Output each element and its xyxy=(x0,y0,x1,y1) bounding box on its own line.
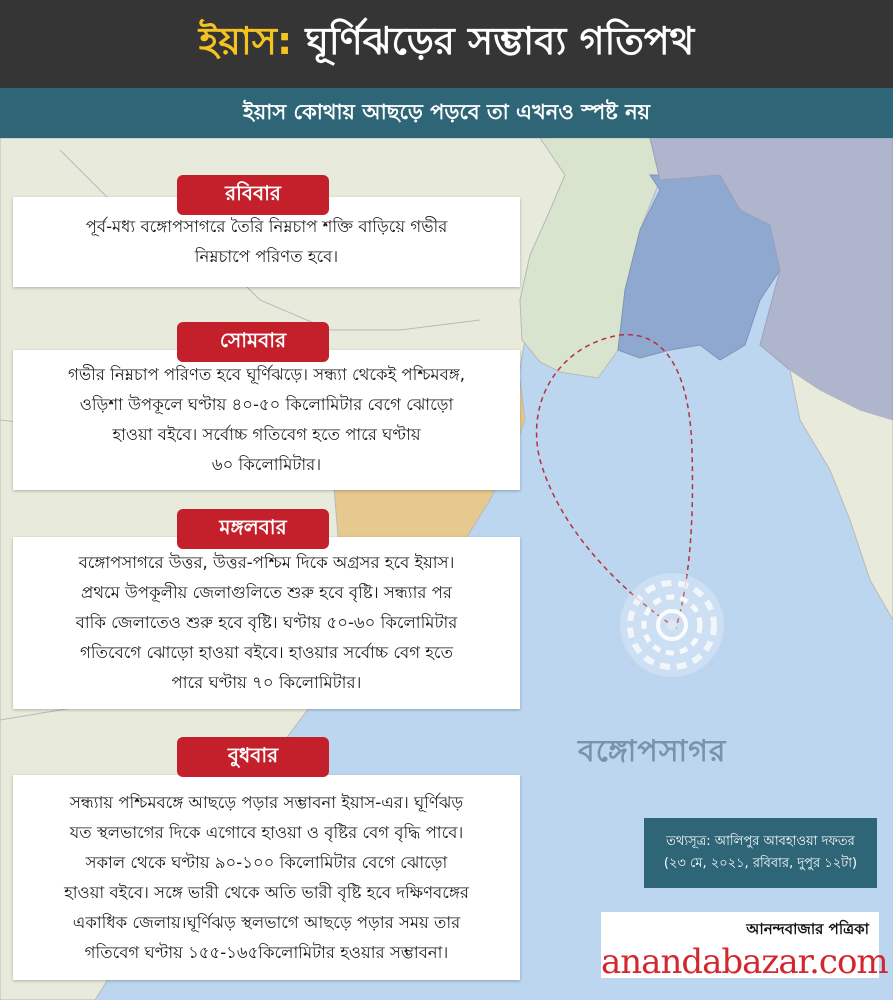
title-accent: ইয়াস: xyxy=(198,19,293,63)
day-text-line: প্রথমে উপকূলীয় জেলাগুলিতে শুরু হবে বৃষ্টি। সন্ধ্যার পর xyxy=(81,583,452,602)
day-text-line: নিম্নচাপে পরিণত হবে। xyxy=(194,247,339,266)
day-text-line: সন্ধ্যায় পশ্চিমবঙ্গে আছড়ে পড়ার সম্ভাবনা ইয়াস-এর। ঘূর্ণিঝড় xyxy=(69,792,464,812)
day-text-line: গতিবেগে ঝোড়ো হাওয়া বইবে। হাওয়ার সর্বোচ্চ বেগ হতে xyxy=(80,643,453,662)
day-text-line: বঙ্গোপসাগরে উত্তর, উত্তর-পশ্চিম দিকে অগ্রসর হবে ইয়াস। xyxy=(78,553,455,572)
publisher-logo xyxy=(601,912,888,982)
title-text: ঘূর্ণিঝড়ের সম্ভাব্য গতিপথ xyxy=(305,19,695,63)
day-text-line: হাওয়া বইবে। সঙ্গে ভারী থেকে অতি ভারী বৃষ্টি হবে দক্ষিণবঙ্গের xyxy=(64,882,469,902)
day-card-tuesday xyxy=(13,537,520,709)
logo-latin: anandabazar.com xyxy=(601,942,888,982)
day-tag-monday: সোমবার xyxy=(177,322,329,362)
day-text-line: পারে ঘণ্টায় ৭০ কিলোমিটার। xyxy=(171,673,362,692)
page-subtitle: ইয়াস কোথায় আছড়ে পড়বে তা এখনও স্পষ্ট নয় xyxy=(242,99,650,124)
cyclone-icon xyxy=(620,573,724,677)
page-title xyxy=(199,12,695,76)
day-text-line: গতিবেগ ঘণ্টায় ১৫৫-১৬৫কিলোমিটার হওয়ার সম্ভাবনা। xyxy=(84,942,449,962)
day-text-line: পূর্ব-মধ্য বঙ্গোপসাগরে তৈরি নিম্নচাপ শক্তি বাড়িয়ে গভীর xyxy=(85,217,448,236)
day-card-wednesday xyxy=(13,775,520,980)
day-text-line: একাধিক জেলায়।ঘূর্ণিঝড় স্থলভাগে আছড়ে পড়ার সময় তার xyxy=(72,912,461,932)
day-tag-wednesday: বুধবার xyxy=(177,737,329,777)
day-text-line: ওড়িশা উপকূলে ঘণ্টায় ৪০-৫০ কিলোমিটার বেগে ঝোড়ো xyxy=(79,395,454,414)
sea-label: বঙ্গোপসাগর xyxy=(578,734,727,769)
source-line-1: তথ্যসূত্র: আলিপুর আবহাওয়া দফতর xyxy=(666,834,855,849)
day-text-line: যত স্থলভাগের দিকে এগোবে হাওয়া ও বৃষ্টির বেগ বৃদ্ধি পাবে। xyxy=(69,822,464,842)
logo-bengali: আনন্দবাজার পত্রিকা xyxy=(746,920,869,938)
day-text-line: হাওয়া বইবে। সর্বোচ্চ গতিবেগ হতে পারে ঘণ্টায় xyxy=(112,425,421,444)
day-tag-sunday: রবিবার xyxy=(177,175,329,215)
day-text-line: গভীর নিম্নচাপ পরিণত হবে ঘূর্ণিঝড়ে। সন্ধ্যা থেকেই পশ্চিমবঙ্গ, xyxy=(68,365,465,384)
source-line-2: (২৩ মে, ২০২১, রবিবার, দুপুর ১২টা) xyxy=(663,856,858,871)
day-tag-tuesday: মঙ্গলবার xyxy=(177,509,329,549)
day-text-line: ৬০ কিলোমিটার। xyxy=(211,455,322,474)
day-text-line: সকাল থেকে ঘণ্টায় ৯০-১০০ কিলোমিটার বেগে ঝোড়ো xyxy=(85,852,448,872)
subtitle-bar xyxy=(0,88,893,138)
day-text-line: বাকি জেলাতেও শুরু হবে বৃষ্টি। ঘণ্টায় ৫০-৬০ কিলোমিটার xyxy=(75,613,458,632)
source-box xyxy=(644,818,877,888)
title-bar xyxy=(0,0,893,88)
day-card-monday xyxy=(13,350,520,490)
